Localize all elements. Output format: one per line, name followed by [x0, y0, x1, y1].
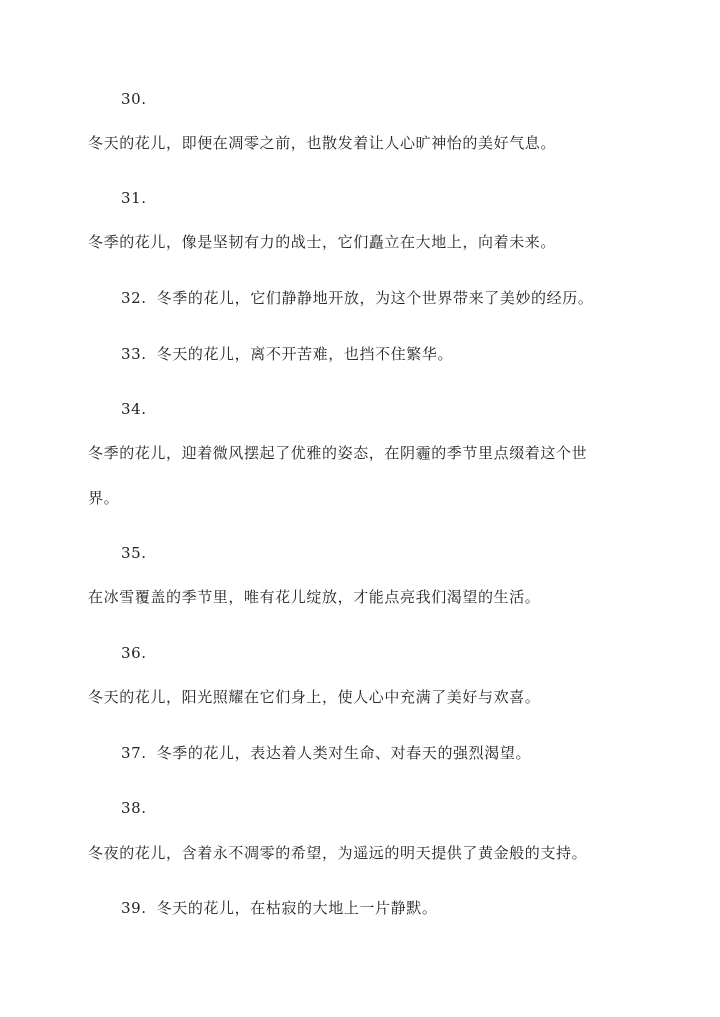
entry-37-text: 冬季的花儿，表达着人类对生命、对春天的强烈渴望。 [156, 744, 532, 762]
entry-31-number: 31. [121, 189, 147, 207]
entry-37-number: 37. [121, 744, 147, 762]
entry-38-number: 38. [121, 799, 147, 817]
entry-34-text-line2: 界。 [88, 489, 120, 507]
entry-33-text: 冬天的花儿，离不开苦难，也挡不住繁华。 [156, 345, 454, 363]
entry-38-text: 冬夜的花儿，含着永不凋零的希望，为遥远的明天提供了黄金般的支持。 [88, 844, 588, 862]
entry-34-text-line1: 冬季的花儿，迎着微风摆起了优雅的姿态，在阴霾的季节里点缀着这个世 [88, 444, 588, 462]
entry-31-text: 冬季的花儿，像是坚韧有力的战士，它们矗立在大地上，向着未来。 [88, 233, 557, 251]
entry-32 [121, 288, 593, 308]
entry-34-number: 34. [121, 400, 147, 418]
entry-30-number: 30. [121, 90, 147, 108]
entry-32-text: 冬季的花儿，它们静静地开放，为这个世界带来了美妙的经历。 [156, 289, 594, 307]
entry-35-number: 35. [121, 544, 147, 562]
entry-36-text: 冬天的花儿，阳光照耀在它们身上，使人心中充满了美好与欢喜。 [88, 688, 541, 706]
entry-39 [121, 898, 437, 918]
entry-33-number: 33. [121, 345, 147, 363]
entry-36-number: 36. [121, 644, 147, 662]
entry-39-text: 冬天的花儿，在枯寂的大地上一片静默。 [156, 899, 438, 917]
entry-39-number: 39. [121, 899, 147, 917]
entry-35-text: 在冰雪覆盖的季节里，唯有花儿绽放，才能点亮我们渴望的生活。 [88, 588, 541, 606]
entry-37 [121, 743, 531, 763]
entry-30-text: 冬天的花儿，即便在凋零之前，也散发着让人心旷神怡的美好气息。 [88, 134, 557, 152]
entry-33 [121, 344, 453, 364]
entry-32-number: 32. [121, 289, 147, 307]
